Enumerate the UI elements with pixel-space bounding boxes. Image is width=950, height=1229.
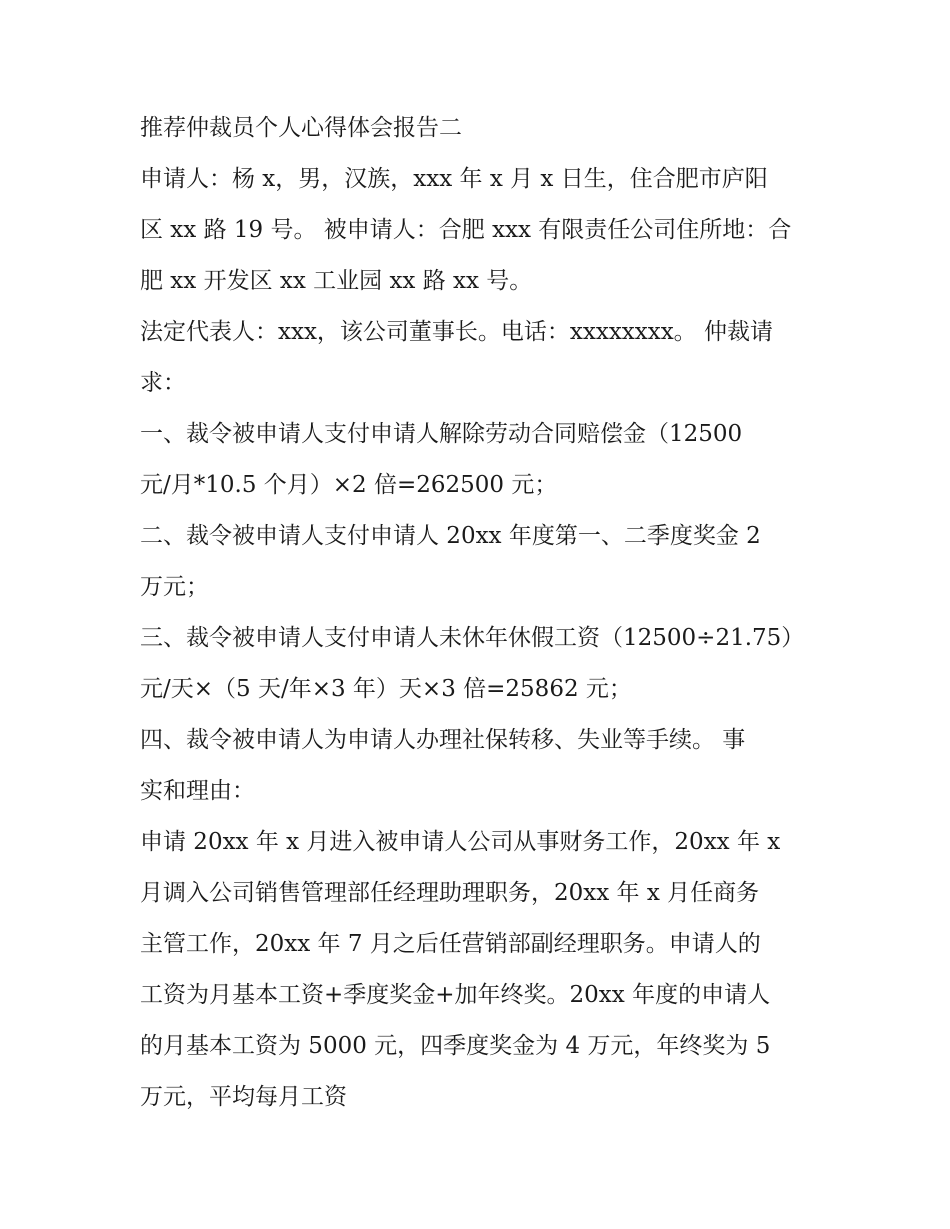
text-line: 万元，平均每月工资 <box>140 1084 347 1110</box>
text-line: 的月基本工资为 5000 元，四季度奖金为 4 万元，年终奖为 5 <box>140 1033 771 1059</box>
text-line: 工资为月基本工资+季度奖金+加年终奖。20xx 年度的申请人 <box>140 982 771 1008</box>
text-line: 元/天×（5 天/年×3 年）天×3 倍=25862 元； <box>140 676 632 702</box>
text-line: 月调入公司销售管理部任经理助理职务，20xx 年 x 月任商务 <box>140 880 760 906</box>
text-line: 二、裁令被申请人支付申请人 20xx 年度第一、二季度奖金 2 <box>140 523 761 549</box>
text-line: 区 xx 路 19 号。 被申请人：合肥 xxx 有限责任公司住所地：合 <box>140 217 792 243</box>
text-line: 肥 xx 开发区 xx 工业园 xx 路 xx 号。 <box>140 268 533 294</box>
text-line: 实和理由： <box>140 778 255 804</box>
text-line: 法定代表人：xxx，该公司董事长。电话：xxxxxxxx。 仲裁请 <box>140 319 773 345</box>
text-line: 求： <box>140 370 186 396</box>
text-line: 一、裁令被申请人支付申请人解除劳动合同赔偿金（12500 <box>140 421 743 447</box>
text-line: 三、裁令被申请人支付申请人未休年休假工资（12500÷21.75） <box>140 625 805 651</box>
document-title: 推荐仲裁员个人心得体会报告二 <box>140 115 462 141</box>
document-body <box>140 103 820 1123</box>
text-line: 申请人：杨 x，男，汉族，xxx 年 x 月 x 日生，住合肥市庐阳 <box>140 166 768 192</box>
text-line: 万元； <box>140 574 209 600</box>
text-line: 申请 20xx 年 x 月进入被申请人公司从事财务工作，20xx 年 x <box>140 829 781 855</box>
text-line: 主管工作，20xx 年 7 月之后任营销部副经理职务。申请人的 <box>140 931 761 957</box>
text-line: 四、裁令被申请人为申请人办理社保转移、失业等手续。 事 <box>140 727 746 753</box>
text-line: 元/月*10.5 个月）×2 倍=262500 元； <box>140 472 558 498</box>
